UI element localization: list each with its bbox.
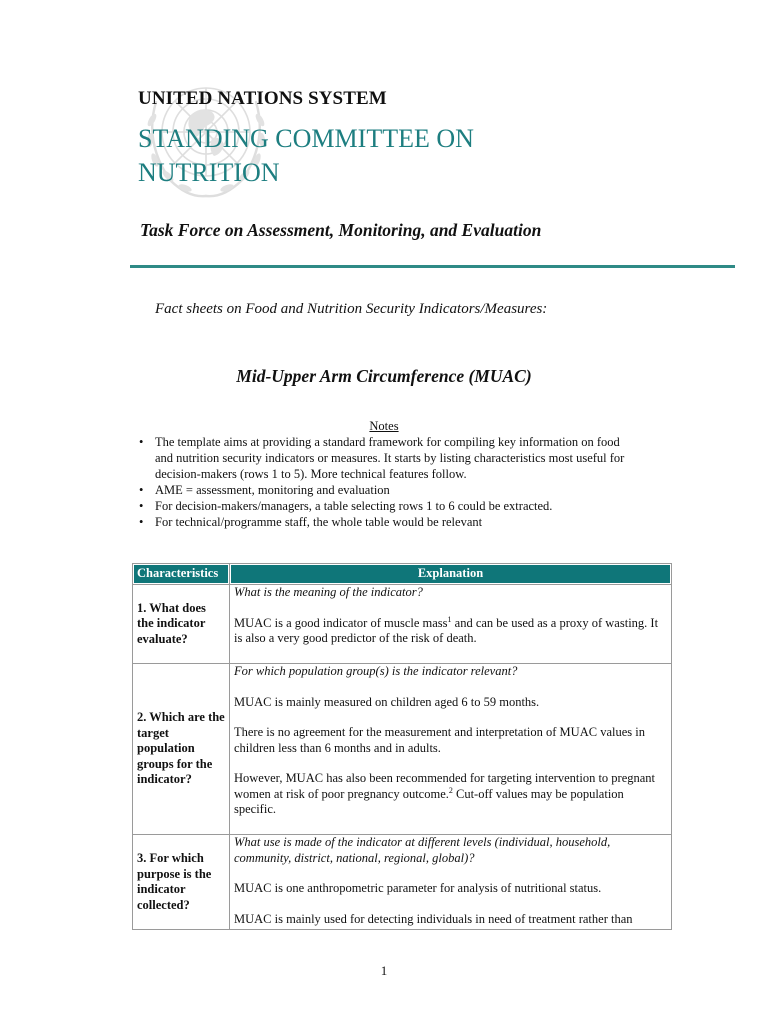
row-paragraph: MUAC is mainly measured on children aged 6 to 59 months. xyxy=(234,694,540,709)
document-subtitle: Fact sheets on Food and Nutrition Security Indicators/Measures: xyxy=(155,301,548,317)
committee-title-line2: NUTRITION xyxy=(138,158,280,187)
row-label: 1. What does the indicator evaluate? xyxy=(133,585,230,664)
committee-title xyxy=(138,122,474,190)
row-paragraph xyxy=(234,616,667,647)
footnote-marker: 1 xyxy=(447,614,452,624)
notes-item: • For decision-makers/managers, a table selecting rows 1 to 6 could be extracted. xyxy=(137,498,637,514)
table-header-row xyxy=(133,564,672,585)
row-explanation xyxy=(230,835,672,930)
row-explanation xyxy=(230,664,672,835)
task-force-title: Task Force on Assessment, Monitoring, and Evaluation xyxy=(140,220,542,240)
table-row xyxy=(133,585,672,664)
row-label: 2. Which are the target population groups for the indicator? xyxy=(133,664,230,835)
page-number: 1 xyxy=(380,963,388,978)
document-title: Mid-Upper Arm Circumference (MUAC) xyxy=(236,366,532,386)
notes-heading: Notes xyxy=(369,419,399,433)
table-row xyxy=(133,664,672,835)
committee-title-line1: STANDING COMMITTEE ON xyxy=(138,124,474,153)
row-paragraph: MUAC is one anthropometric parameter for analysis of nutritional status. xyxy=(234,881,602,895)
row-paragraph xyxy=(234,771,667,818)
row-explanation xyxy=(230,585,672,664)
row-question: For which population group(s) is the indicator relevant? xyxy=(234,664,518,678)
notes-item: • For technical/programme staff, the whole table would be relevant xyxy=(137,514,637,530)
row-question: What is the meaning of the indicator? xyxy=(234,585,423,599)
row-paragraph: There is no agreement for the measurement and interpretation of MUAC values in children less than 6 months and in adults. xyxy=(234,725,645,755)
column-header-characteristics: Characteristics xyxy=(133,564,230,585)
row-paragraph: MUAC is mainly used for detecting individuals in need of treatment rather than xyxy=(234,911,633,926)
header-divider xyxy=(130,265,735,268)
notes-list xyxy=(137,434,637,530)
row-question: What use is made of the indicator at different levels (individual, household, community, district, national, regional, global)? xyxy=(234,835,611,865)
notes-item: • The template aims at providing a standard framework for compiling key information on food and nutrition security indicators or measures. It starts by listing characteristics most useful for decision-makers (rows 1 to 5). More technical features follow. xyxy=(137,434,637,482)
column-header-explanation: Explanation xyxy=(230,564,672,585)
footnote-marker: 2 xyxy=(448,785,453,795)
paragraph-text: Cut-off values may be population specific. xyxy=(234,786,624,816)
indicator-table xyxy=(132,563,672,930)
row-label: 3. For which purpose is the indicator collected? xyxy=(133,835,230,930)
paragraph-text: However, MUAC has also been recommended for targeting intervention to pregnant women at risk of poor pregnancy outcome. xyxy=(234,771,656,801)
table-row xyxy=(133,835,672,930)
organization-name: UNITED NATIONS SYSTEM xyxy=(138,88,387,109)
notes-item: • AME = assessment, monitoring and evaluation xyxy=(137,482,637,498)
paragraph-text: and can be used as a proxy of wasting. It is also a very good predictor of the risk of death. xyxy=(234,615,659,645)
paragraph-text: MUAC is a good indicator of muscle mass xyxy=(234,615,448,630)
